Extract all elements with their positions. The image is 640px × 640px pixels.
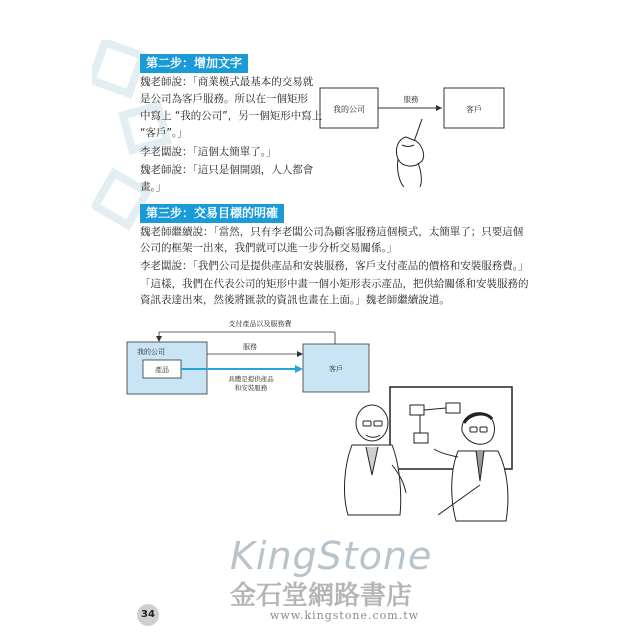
product-arrow-label-1: 具體是提供產品 [228, 375, 274, 383]
product-label: 產品 [155, 366, 169, 374]
step2-line: 是公司為客戶服務。所以在一個矩形 [140, 93, 308, 105]
service-arrowhead [436, 105, 442, 111]
step3-header: 第三步：交易目標的明確 [140, 204, 284, 223]
step3-line: 李老闆說：「我們公司是提供產品和安裝服務，客戶支付產品的價格和安裝服務費。」 [140, 260, 529, 272]
step3-line: 公司的框架一出來，我們就可以進一步分析交易關係。」 [140, 242, 398, 254]
customer-box-label: 客戶 [466, 105, 482, 114]
page-number: 34 [137, 604, 159, 626]
step2-line: 李老闆說：「這個太簡單了。」 [140, 146, 277, 158]
drawing-hand [396, 119, 423, 187]
step2-line: “客戶”。」 [140, 127, 188, 139]
service-arrowhead [297, 351, 303, 357]
watermark-brand: KingStone [230, 534, 433, 578]
watermark-subtitle: 金石堂網路書店 [230, 581, 413, 611]
watermark [230, 534, 433, 622]
company-label: 我的公司 [137, 348, 165, 356]
company-customer-sketch [318, 75, 508, 187]
product-arrowhead [295, 365, 303, 373]
step3-line: 「這樣，我們在代表公司的矩形中畫一個小矩形表示產品，把供給關係和安裝服務的 [140, 278, 529, 290]
step2-line: 魏老師說：「商業模式最基本的交易就 [140, 76, 314, 88]
teacher-and-boss-cartoon [330, 375, 515, 525]
step3-line: 魏老師繼續說：「當然，只有李老闆公司為顧客服務這個模式，太簡單了；只要這個 [140, 226, 524, 238]
step2-line: 魏老師說：「這只是個開頭，人人都會 [140, 164, 314, 176]
service-label: 服務 [243, 343, 257, 351]
step2-line: 畫。」 [140, 181, 167, 193]
payment-arrowhead [156, 336, 162, 342]
step3-line: 資訊表達出來，然後將匯款的資訊也畫在上面。」魏老師繼續說道。 [140, 294, 450, 306]
step2-line: 中寫上 “我的公司”，另一個矩形中寫上 [140, 110, 323, 122]
payment-label: 支付產品以及服務費 [228, 320, 292, 328]
watermark-url: www.kingstone.com.tw [270, 609, 420, 622]
company-box-label: 我的公司 [333, 105, 365, 114]
step2-header: 第二步：增加文字 [140, 54, 248, 73]
customer-label: 客戶 [329, 365, 343, 373]
product-arrow-label-2: 和安裝服務 [234, 384, 268, 392]
service-arrow-label: 服務 [403, 95, 419, 104]
